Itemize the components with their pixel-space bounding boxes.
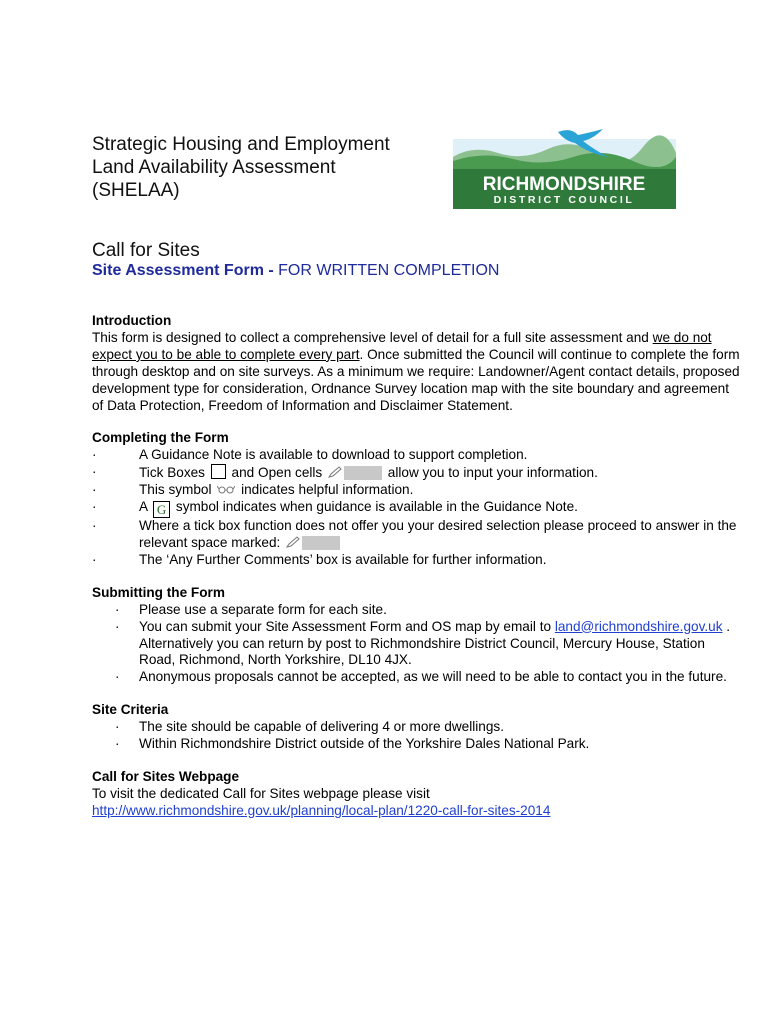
webpage-heading: Call for Sites Webpage <box>92 768 240 784</box>
guidance-g-icon: G <box>153 501 170 518</box>
list-item-text: allow you to input your information. <box>387 465 598 481</box>
list-item-text: indicates helpful information. <box>241 482 414 498</box>
list-item-text: A Guidance Note is available to download to support completion. <box>139 447 528 463</box>
list-item <box>92 499 742 518</box>
bullet: · <box>115 669 120 685</box>
submitting-heading: Submitting the Form <box>92 584 225 600</box>
bullet: · <box>92 482 97 498</box>
completing-list <box>92 447 742 568</box>
bullet: · <box>92 499 97 515</box>
glasses-icon <box>217 484 235 494</box>
list-item-text: Within Richmondshire District outside of the Yorkshire Dales National Park. <box>139 736 590 752</box>
list-item <box>92 602 742 619</box>
title-line-1: Strategic Housing and Employment <box>92 134 390 155</box>
bullet: · <box>115 736 120 752</box>
list-item-text: Please use a separate form for each site. <box>139 601 387 617</box>
list-item-text: symbol indicates when guidance is available in the Guidance Note. <box>175 499 578 515</box>
title-line-3: (SHELAA) <box>92 180 180 201</box>
tick-box-example <box>211 464 226 479</box>
intro-paragraph <box>92 330 742 415</box>
list-item <box>92 482 742 499</box>
submitting-section <box>92 585 742 686</box>
list-item <box>92 552 742 569</box>
bullet: · <box>92 447 97 463</box>
list-item-text: and Open cells <box>231 465 323 481</box>
bullet: · <box>115 719 120 735</box>
list-item-text: The site should be capable of delivering 4 or more dwellings. <box>139 719 504 735</box>
list-item <box>92 619 742 670</box>
list-item-text: The ‘Any Further Comments’ box is available for further information. <box>139 551 547 567</box>
completing-section <box>92 430 742 568</box>
intro-section <box>92 313 742 414</box>
completing-heading: Completing the Form <box>92 430 229 446</box>
logo-line-2: DISTRICT COUNCIL <box>493 194 635 206</box>
pencil-icon <box>286 536 300 548</box>
webpage-text: To visit the dedicated Call for Sites webpage please visit <box>92 785 430 801</box>
submitting-list <box>92 602 742 687</box>
title-line-2: Land Availability Assessment <box>92 157 336 178</box>
bullet: · <box>92 518 97 534</box>
document-title <box>92 133 452 202</box>
list-item <box>92 669 742 686</box>
form-subtitle <box>92 262 499 280</box>
list-item-text: Anonymous proposals cannot be accepted, as we will need to be able to contact you in the future. <box>139 669 727 685</box>
email-link[interactable]: land@richmondshire.gov.uk <box>554 618 723 634</box>
list-item <box>92 518 742 552</box>
richmondshire-logo <box>453 127 676 209</box>
list-item-text: Tick Boxes <box>139 465 205 481</box>
list-item-text: A <box>139 499 148 515</box>
criteria-list <box>92 719 742 753</box>
bullet: · <box>92 551 97 567</box>
form-label: Site Assessment Form - <box>92 262 274 279</box>
bullet: · <box>92 464 97 480</box>
open-cell-example <box>344 466 382 480</box>
webpage-section <box>92 769 742 820</box>
intro-text-before: This form is designed to collect a comprehensive level of detail for a full site assessment and <box>92 329 653 345</box>
bullet: · <box>115 618 120 634</box>
list-item-text: . Alternatively you can return by post to Richmondshire District Council, Mercury House, Station Road, Richmond, North Yorkshire, DL10 4JX. <box>139 618 731 668</box>
bullet: · <box>115 601 120 617</box>
list-item-text: You can submit your Site Assessment Form and OS map by email to <box>139 618 552 634</box>
webpage-link[interactable]: http://www.richmondshire.gov.uk/planning/local-plan/1220-call-for-sites-2014 <box>92 802 551 818</box>
intro-text-after: . Once submitted the Council will continue to complete the form through desktop and on site surveys. As a minimum we require: Landowner/Agent contact details, proposed development type for consideration, Ordnance Survey location map with the site boundary and agreement of Data Protection, Freedom of Information and Disclaimer Statement. <box>92 346 740 413</box>
list-item-text: Where a tick box function does not offer you your desired selection please proceed to answer in the relevant space marked: <box>139 518 737 550</box>
logo-line-1: RICHMONDSHIRE <box>482 174 646 195</box>
call-for-sites-heading: Call for Sites <box>92 240 200 261</box>
list-item <box>92 447 742 464</box>
list-item <box>92 719 742 736</box>
list-item <box>92 736 742 753</box>
criteria-section <box>92 702 742 753</box>
intro-text-underlined: we do not expect you to be able to complete every part <box>92 329 712 362</box>
list-item <box>92 464 742 482</box>
list-item-text: This symbol <box>139 482 212 498</box>
open-cell-example <box>302 536 340 550</box>
intro-heading: Introduction <box>92 313 172 328</box>
document-body <box>92 313 742 820</box>
form-mode: FOR WRITTEN COMPLETION <box>278 262 500 279</box>
pencil-icon <box>328 466 342 478</box>
criteria-heading: Site Criteria <box>92 702 169 718</box>
